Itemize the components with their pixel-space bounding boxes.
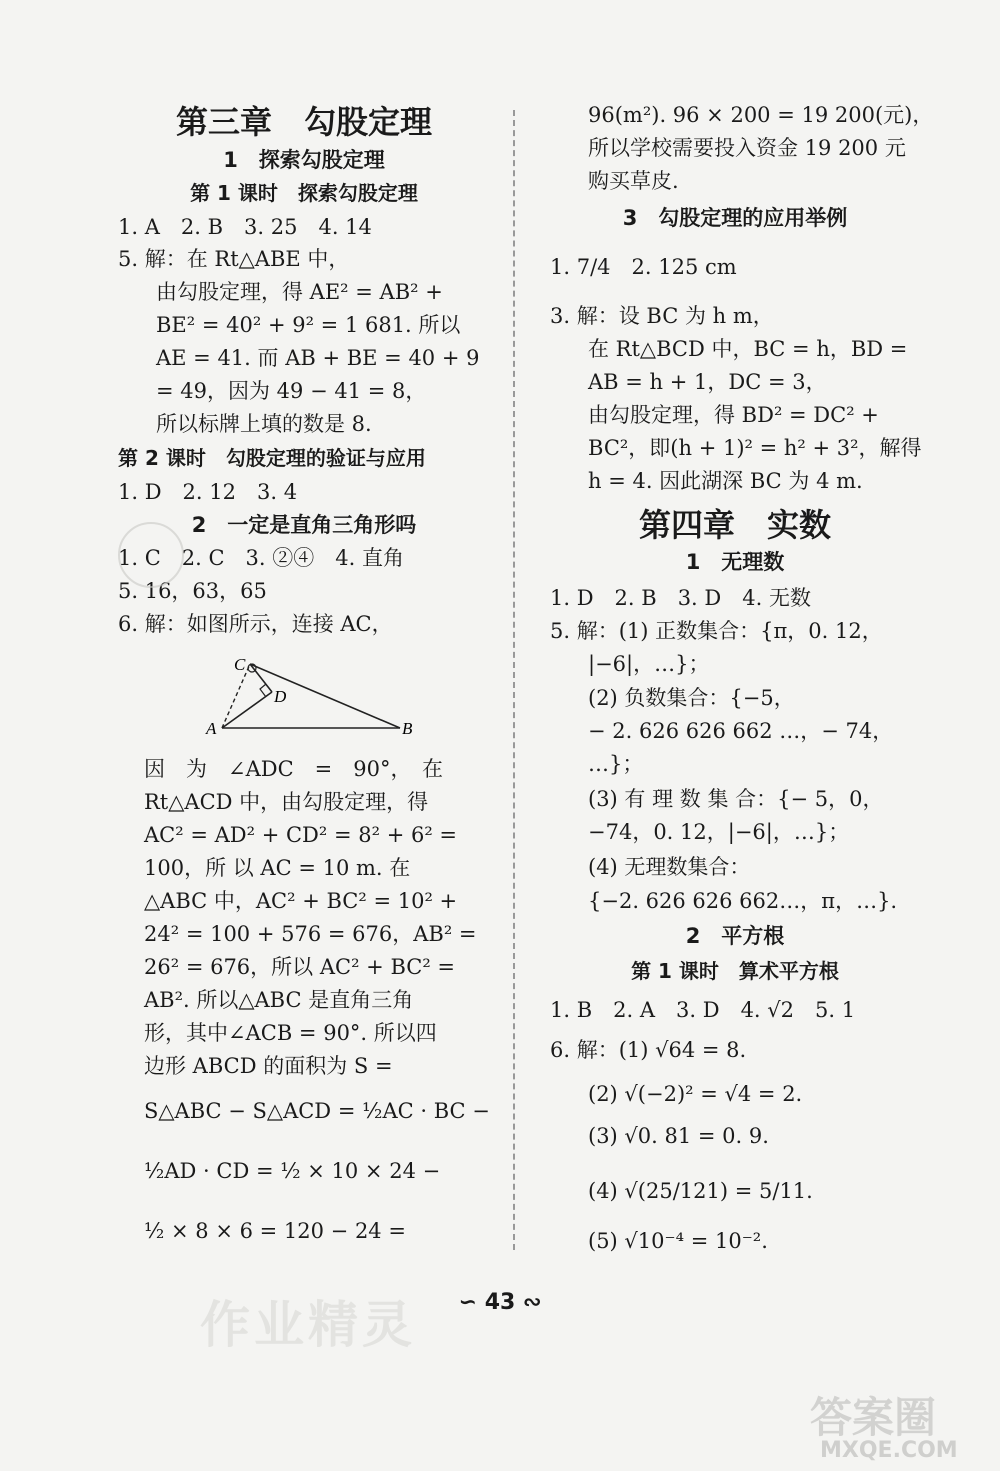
answer-line: (3) √0. 81 = 0. 9. — [588, 1124, 769, 1148]
answer-line: BE² = 40² + 9² = 1 681. 所以 — [156, 313, 461, 337]
answer-line: 在 Rt△BCD 中，BC = h，BD = — [588, 337, 908, 361]
answer-line: 6. 解：(1) √64 = 8. — [550, 1038, 747, 1062]
column-divider — [513, 110, 515, 1250]
section-title: 2 一定是直角三角形吗 — [191, 513, 417, 537]
answer-line: 3. 解：设 BC 为 h m， — [550, 304, 774, 328]
watermark-text: 作业精灵 — [200, 1296, 416, 1354]
answer-line: (3) 有 理 数 集 合：{− 5，0， — [588, 787, 884, 811]
answer-line: Rt△ACD 中，由勾股定理，得 — [144, 790, 429, 814]
answer-line: h = 4. 因此湖深 BC 为 4 m. — [588, 469, 863, 493]
answer-line: 100，所 以 AC = 10 m. 在 — [144, 856, 411, 880]
answer-line: AE = 41. 而 AB + BE = 40 + 9 — [156, 346, 480, 370]
answer-line: 边形 ABCD 的面积为 S = — [144, 1054, 393, 1078]
answer-line: (4) √(25/121) = 5/11. — [588, 1179, 813, 1203]
ornament-left-icon: ∽ — [458, 1290, 478, 1315]
answer-line: ½AD · CD = ½ × 10 × 24 − — [144, 1159, 441, 1183]
answer-line: S△ABC − S△ACD = ½AC · BC − — [144, 1099, 490, 1123]
answer-line: 购买草皮. — [588, 169, 679, 193]
lesson-title: 第 1 课时 探索勾股定理 — [190, 181, 418, 205]
answer-line: (2) 负数集合：{−5， — [588, 686, 795, 710]
answer-line: 由勾股定理，得 AE² = AB² + — [156, 280, 443, 304]
answer-line: 24² = 100 + 576 = 676，AB² = — [144, 922, 477, 946]
answer-line: 1. A 2. B 3. 25 4. 14 — [118, 215, 372, 239]
answer-line: 因 为 ∠ADC = 90°， 在 — [144, 757, 443, 781]
answer-line: (4) 无理数集合： — [588, 855, 751, 879]
answer-line: 5. 解：在 Rt△ABE 中， — [118, 247, 350, 271]
answer-line: 5. 解：(1) 正数集合：{π，0. 12， — [550, 619, 883, 643]
answer-line: 6. 解：如图所示，连接 AC， — [118, 612, 393, 636]
section-title: 2 平方根 — [685, 924, 785, 948]
answer-line: 1. C 2. C 3. ②④ 4. 直角 — [118, 546, 404, 570]
answer-line: 形，其中∠ACB = 90°. 所以四 — [144, 1021, 437, 1045]
chapter4-title: 第四章 实数 — [638, 506, 831, 544]
label-b: B — [402, 719, 413, 735]
answer-line: − 2. 626 626 662 …，− 74， — [588, 719, 894, 743]
lesson-title: 第 2 课时 勾股定理的验证与应用 — [118, 446, 426, 470]
answer-line: AB = h + 1，DC = 3， — [588, 370, 827, 394]
answer-line: 1. D 2. 12 3. 4 — [118, 480, 298, 504]
answer-line: △ABC 中，AC² + BC² = 10² + — [144, 889, 458, 913]
answer-line: BC²，即(h + 1)² = h² + 3²，解得 — [588, 436, 922, 460]
label-d: D — [274, 687, 287, 706]
page-number — [440, 1290, 560, 1315]
answer-line: {−2. 626 626 662…，π，…}. — [588, 889, 898, 913]
answer-line: AB². 所以△ABC 是直角三角 — [144, 988, 414, 1012]
ornament-right-icon: ∾ — [522, 1290, 542, 1315]
answer-line: AC² = AD² + CD² = 8² + 6² = — [144, 823, 458, 847]
section-title: 3 勾股定理的应用举例 — [622, 206, 848, 230]
answer-line: 所以学校需要投入资金 19 200 元 — [588, 136, 906, 160]
answer-line: |−6|，…}； — [588, 652, 710, 676]
answer-line: (5) √10⁻⁴ = 10⁻². — [588, 1229, 768, 1253]
answer-line: −74，0. 12，|−6|，…}； — [588, 820, 850, 844]
answer-line: 1. 7/4 2. 125 cm — [550, 255, 737, 279]
chapter3-title: 第三章 勾股定理 — [175, 103, 432, 141]
section-title: 1 无理数 — [685, 550, 785, 574]
answer-line: 由勾股定理，得 BD² = DC² + — [588, 403, 879, 427]
answer-line: 26² = 676，所以 AC² + BC² = — [144, 955, 456, 979]
page-number-text: 43 — [484, 1290, 516, 1315]
answer-line: 所以标牌上填的数是 8. — [156, 412, 372, 436]
answer-line: 5. 16，63，65 — [118, 579, 267, 603]
section-title: 1 探索勾股定理 — [223, 148, 385, 172]
site-url-watermark: MXQE.COM — [820, 1438, 958, 1463]
answer-line: 1. D 2. B 3. D 4. 无数 — [550, 586, 811, 610]
answer-line: 96(m²). 96 × 200 = 19 200(元)， — [588, 103, 934, 127]
lesson-title: 第 1 课时 算术平方根 — [631, 959, 839, 983]
answer-line: ½ × 8 × 6 = 120 − 24 = — [144, 1219, 406, 1243]
answer-line: …}； — [588, 752, 644, 776]
label-a: A — [206, 719, 217, 735]
site-watermark: 答案圈 — [810, 1393, 937, 1442]
answer-line: (2) √(−2)² = √4 = 2. — [588, 1082, 803, 1106]
answer-line: 1. B 2. A 3. D 4. √2 5. 1 — [550, 998, 856, 1022]
stamp-mark — [118, 522, 184, 588]
quadrilateral-figure — [200, 650, 420, 735]
label-c: C — [234, 655, 246, 674]
answer-line: = 49，因为 49 − 41 = 8， — [156, 379, 427, 403]
